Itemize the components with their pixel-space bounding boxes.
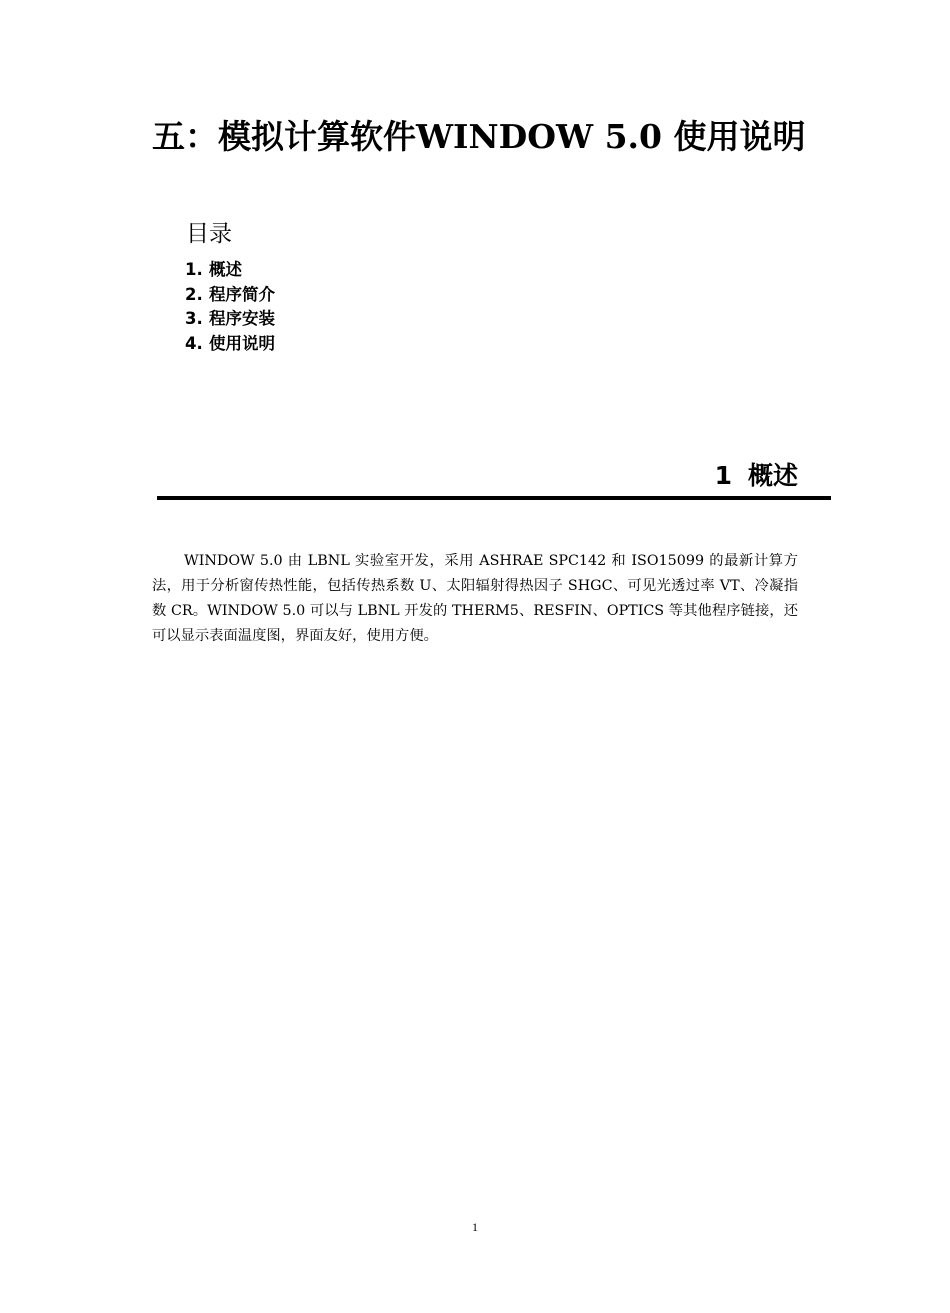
toc-item-label: 概述: [209, 260, 242, 279]
toc-item-program-intro: [185, 283, 275, 308]
toc-item-number: 3.: [185, 309, 203, 328]
page-number: 1: [472, 1220, 478, 1234]
section-divider: [157, 496, 831, 500]
toc-item-number: 4.: [185, 333, 203, 353]
toc-item-overview: [185, 258, 275, 283]
section-title: 概述: [747, 461, 798, 490]
toc-list: [185, 258, 275, 356]
page-title: 五：模拟计算软件WINDOW 5.0 使用说明: [152, 117, 806, 156]
overview-paragraph: WINDOW 5.0 由 LBNL 实验室开发，采用 ASHRAE SPC142 和 ISO15099 的最新计算方法，用于分析窗传热性能，包括传热系数 U、太阳辐射得热因子 SHGC、可见光透过率 VT、冷凝指数 CR。WINDOW 5.0 可以与 LBNL 开发的 THERM5、RESFIN、OPTICS 等其他程序链接，还可以显示表面温度图，界面友好，使用方便。: [152, 553, 798, 644]
toc-item-number: 1.: [185, 260, 203, 279]
section-heading: [715, 456, 798, 496]
toc-item-number: 2.: [185, 284, 203, 304]
toc-item-label: 使用说明: [209, 333, 275, 353]
toc-heading: 目录: [186, 221, 232, 247]
toc-item-installation: [185, 307, 275, 332]
toc-item-usage: [185, 332, 275, 357]
toc-item-label: 程序简介: [209, 284, 275, 304]
toc-item-label: 程序安装: [209, 309, 275, 328]
section-number: 1: [714, 461, 732, 490]
